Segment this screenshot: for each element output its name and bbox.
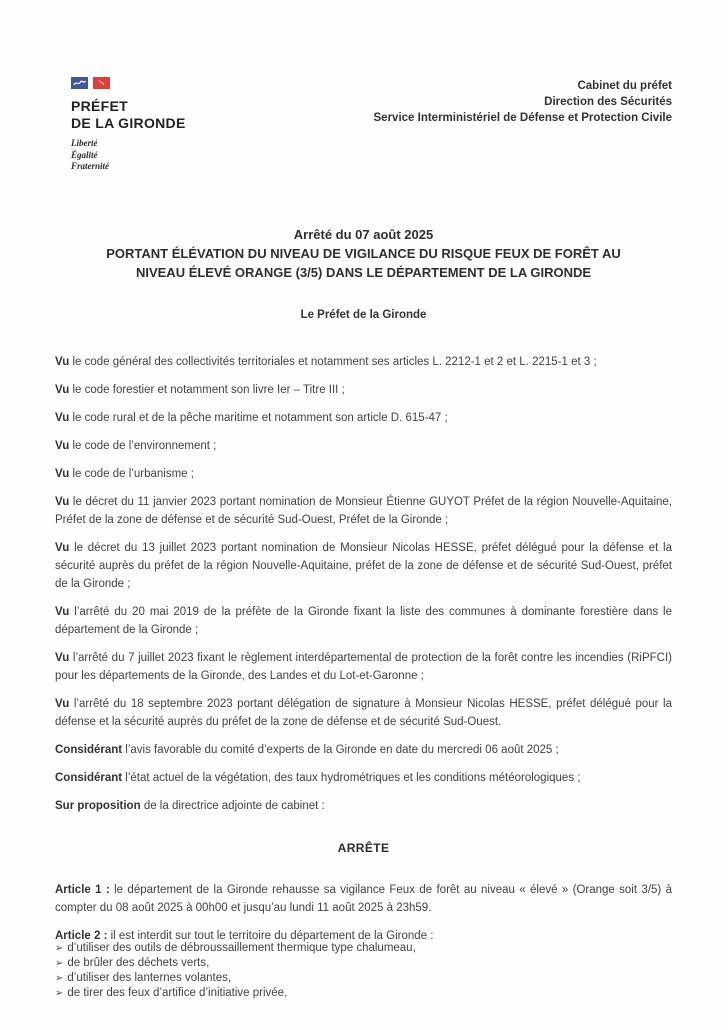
arrow-bullet-icon: ➢ xyxy=(55,942,64,954)
articles-section xyxy=(55,881,672,945)
considerant-label: Considérant xyxy=(55,743,123,756)
recital-label: Vu xyxy=(55,355,70,368)
arrete-heading: ARRÊTE xyxy=(337,840,390,855)
considerant-clause xyxy=(55,769,672,787)
sur-proposition-label: Sur proposition xyxy=(55,799,141,812)
recital xyxy=(55,603,672,639)
article-1-text: le département de la Gironde rehausse sa vigilance Feux de forêt au niveau « élevé » (Orange soit 3/5) à compter du 08 août 2025 à 00h00 et jusqu’au lundi 11 août 2025 à 23h59. xyxy=(55,883,672,914)
flag-red-band-icon xyxy=(93,77,110,89)
prohibition-item xyxy=(55,971,672,986)
article-1 xyxy=(55,881,672,917)
motto-liberte: Liberté xyxy=(71,138,98,148)
flag-blue-band-marianne-icon xyxy=(71,77,88,89)
title-subject-line2: NIVEAU ÉLEVÉ ORANGE (3/5) DANS LE DÉPARTEMENT DE LA GIRONDE xyxy=(135,264,592,280)
recital xyxy=(55,409,672,427)
recital-label: Vu xyxy=(55,697,70,710)
recital xyxy=(55,493,672,529)
recital-label: Vu xyxy=(55,651,70,664)
prohibition-text: de tirer des feux d’artifice d’initiative privée, xyxy=(67,986,288,999)
republic-motto xyxy=(71,138,186,173)
recital-text: le décret du 13 juillet 2023 portant nomination de Monsieur Nicolas HESSE, préfet délégué pour la défense et la sécurité auprès du préfet de la région Nouvelle-Aquitaine, préfet de la zone de défense et de sécurité Sud-Ouest, préfet de la Gironde ; xyxy=(55,541,672,590)
prefecture-logo xyxy=(71,77,186,173)
recital-label: Vu xyxy=(55,605,70,618)
motto-egalite: Égalité xyxy=(71,149,98,160)
title-date-line: Arrêté du 07 août 2025 xyxy=(293,226,434,242)
recital-text: le code rural et de la pêche maritime et notamment son article D. 615-47 ; xyxy=(72,411,448,424)
document-header xyxy=(55,77,672,173)
prohibition-text: d’utiliser des lanternes volantes, xyxy=(67,971,232,984)
document-subtitle: Le Préfet de la Gironde xyxy=(300,308,427,321)
considerant-label: Considérant xyxy=(55,771,123,784)
recital-text: l’arrêté du 7 juillet 2023 fixant le règlement interdépartemental de protection de la forêt contre les incendies (RiPFCI) pour les départements de la Gironde, des Landes et du Lot-et-Garonne ; xyxy=(55,651,672,682)
recital xyxy=(55,465,672,483)
recital-label: Vu xyxy=(55,495,70,508)
document-title xyxy=(55,225,672,282)
sur-proposition-text: de la directrice adjointe de cabinet : xyxy=(143,799,325,812)
recital-label: Vu xyxy=(55,383,70,396)
recital-label: Vu xyxy=(55,541,70,554)
considerant-clause xyxy=(55,741,672,759)
service-line-sidpc: Service Interministériel de Défense et Protection Civile xyxy=(373,112,672,124)
article-2-label: Article 2 : xyxy=(55,929,108,942)
prefecture-name-line1: PRÉFET xyxy=(71,98,129,114)
title-subject-line1: PORTANT ÉLÉVATION DU NIVEAU DE VIGILANCE DU RISQUE FEUX DE FORÊT AU xyxy=(106,245,621,261)
recital-text: le code forestier et notamment son livre Ier – Titre III ; xyxy=(72,383,345,396)
sur-proposition-clause xyxy=(55,797,672,815)
service-line-direction: Direction des Sécurités xyxy=(544,96,672,108)
prohibition-text: d’utiliser des outils de débroussaillement thermique type chalumeau, xyxy=(67,941,416,954)
prohibition-item xyxy=(55,956,672,971)
prefecture-name xyxy=(71,98,186,132)
considerant-text: l’état actuel de la végétation, des taux hydrométriques et les conditions météorologiques ; xyxy=(125,771,581,784)
arrow-bullet-icon: ➢ xyxy=(55,957,64,969)
recital xyxy=(55,649,672,685)
recital xyxy=(55,437,672,455)
prohibition-item xyxy=(55,941,672,956)
considerant-text: l’avis favorable du comité d’experts de la Gironde en date du mercredi 06 août 2025 ; xyxy=(125,743,559,756)
recital-label: Vu xyxy=(55,439,70,452)
recital xyxy=(55,695,672,731)
recital-text: le code de l’environnement ; xyxy=(72,439,217,452)
recital xyxy=(55,353,672,371)
article-1-label: Article 1 : xyxy=(55,883,110,896)
prefecture-name-line2: DE LA GIRONDE xyxy=(71,115,186,131)
recital xyxy=(55,539,672,593)
recital-text: le code général des collectivités territoriales et notamment ses articles L. 2212-1 et 2 et L. 2215-1 et 3 ; xyxy=(72,355,597,368)
french-flag-icon xyxy=(71,77,186,89)
recital-text: le décret du 11 janvier 2023 portant nomination de Monsieur Étienne GUYOT Préfet de la région Nouvelle-Aquitaine, Préfet de la zone de défense et de sécurité Sud-Ouest, Préfet de la Gironde ; xyxy=(55,495,672,526)
recital-label: Vu xyxy=(55,411,70,424)
recitals-section xyxy=(55,353,672,815)
prohibitions-list xyxy=(55,941,672,1001)
motto-fraternite: Fraternité xyxy=(71,161,110,171)
recital-text: l’arrêté du 20 mai 2019 de la préfète de la Gironde fixant la liste des communes à dominante forestière dans le département de la Gironde ; xyxy=(55,605,673,636)
article-2-text: il est interdit sur tout le territoire du département de la Gironde : xyxy=(110,929,434,942)
recital-label: Vu xyxy=(55,467,70,480)
recital xyxy=(55,381,672,399)
service-line-cabinet: Cabinet du préfet xyxy=(577,80,672,92)
recital-text: le code de l’urbanisme ; xyxy=(72,467,194,480)
prohibition-text: de brûler des déchets verts, xyxy=(67,956,210,969)
issuing-service-block xyxy=(374,77,672,126)
prohibition-item xyxy=(55,986,672,1001)
arrow-bullet-icon: ➢ xyxy=(55,972,64,984)
recital-text: l’arrêté du 18 septembre 2023 portant délégation de signature à Monsieur Nicolas HESSE, préfet délégué pour la défense et la sécurité auprès du préfet de la zone de défense et de sécurité Sud-Ouest. xyxy=(55,697,672,728)
arrow-bullet-icon: ➢ xyxy=(55,987,64,999)
